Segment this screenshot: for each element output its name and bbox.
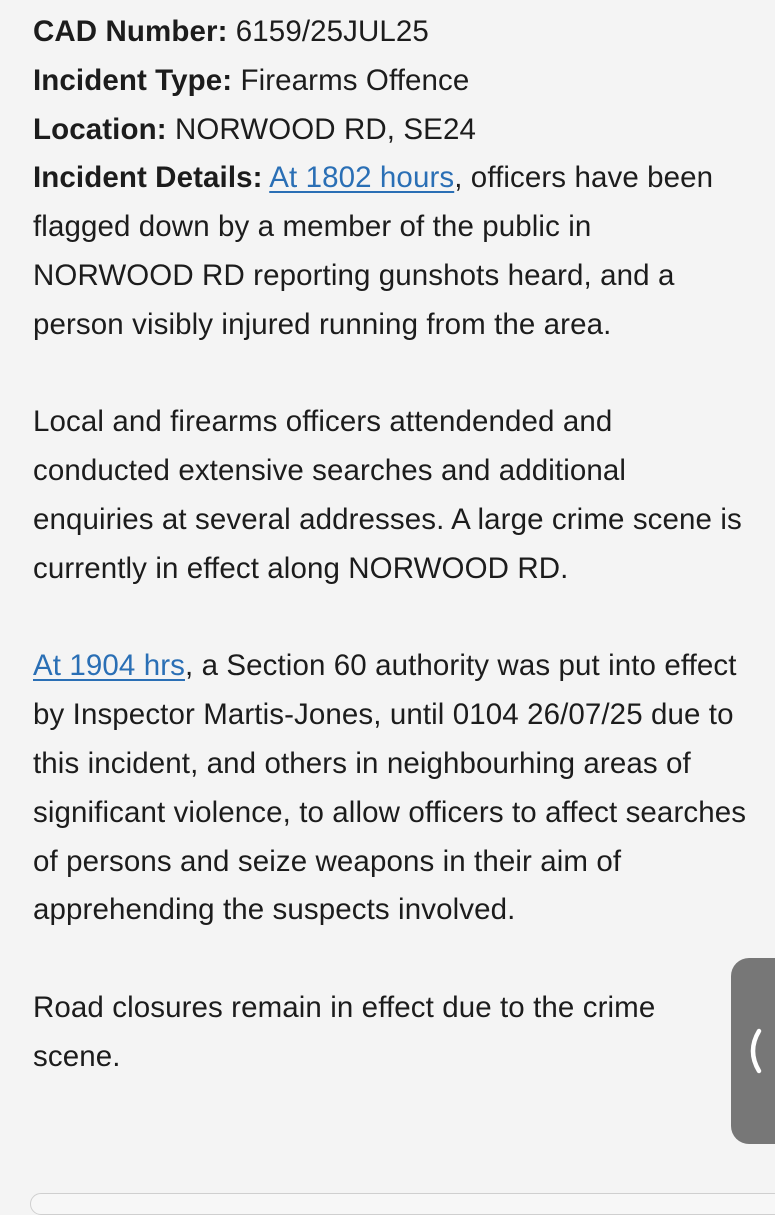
incident-details-text: , officers have been flagged down by a member of the public in NORWOOD RD reporting gunshots heard, and a person visibly injured running from the area. (33, 161, 714, 341)
cad-number-value: 6159/25JUL25 (235, 15, 429, 48)
cad-number-label: CAD Number: (33, 15, 228, 48)
next-card-edge (30, 1193, 775, 1215)
incident-report (33, 8, 748, 1130)
chevron-left-icon (744, 1028, 762, 1074)
time-link-1904[interactable]: At 1904 hrs (33, 649, 185, 683)
side-panel-handle[interactable] (731, 958, 775, 1144)
time-link-1802[interactable]: At 1802 hours (269, 161, 455, 195)
incident-type-label: Incident Type: (33, 63, 233, 97)
location-label: Location: (33, 112, 167, 146)
searches-paragraph: Local and firearms officers attendended and conducted extensive searches and additional enquiries at several addresses. A large crime scene is currently in effect along NORWOOD RD. (33, 405, 742, 585)
incident-type-row (33, 57, 748, 106)
section-60-text: , a Section 60 authority was put into effect by Inspector Martis-Jones, until 0104 26/07/25 due to this incident, and others in neighbourhing areas of significant violence, to allow officers to affect searches of persons and seize weapons in their aim of apprehending the suspects involved. (33, 649, 747, 927)
section-60-paragraph (33, 642, 748, 935)
incident-type-value: Firearms Offence (240, 63, 470, 97)
location-row (33, 106, 748, 155)
location-value: NORWOOD RD, SE24 (174, 112, 476, 146)
cad-number-row (33, 8, 748, 57)
incident-details-label: Incident Details: (33, 161, 263, 195)
road-closures-paragraph: Road closures remain in effect due to the crime scene. (33, 990, 656, 1073)
incident-details-paragraph (33, 154, 748, 349)
